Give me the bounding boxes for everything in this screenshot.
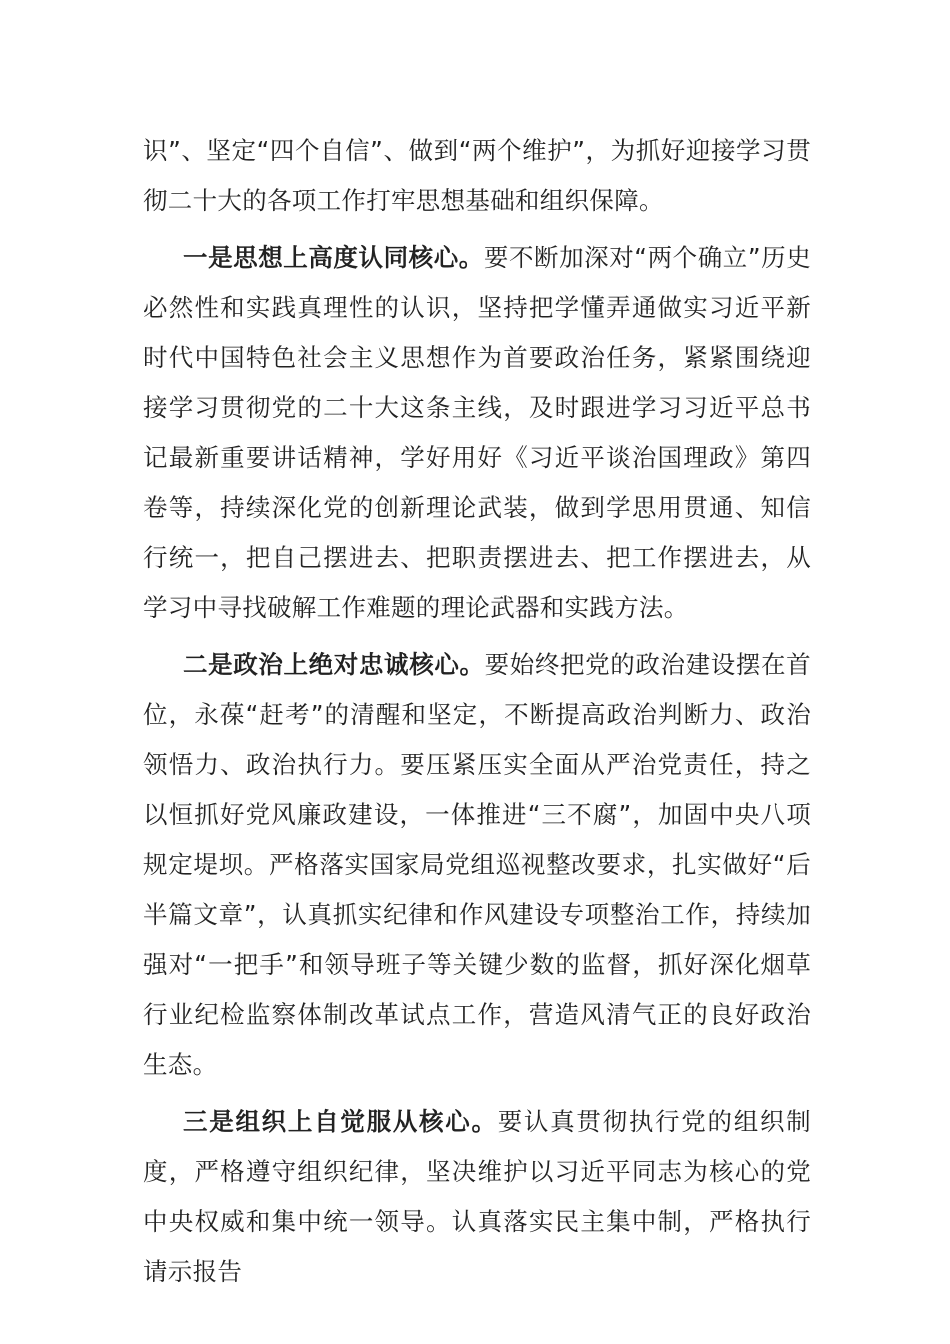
paragraph-text: 要认真贯彻执行党的组织制度，严格遵守组织纪律，坚决维护以习近平同志为核心的党中央权威和集中统一领导。认真落实民主集中制，严格执行请示报告: [143, 1107, 811, 1286]
paragraph-lead: 一是思想上高度认同核心。: [183, 243, 484, 272]
paragraph-text: 要不断加深对“两个确立”历史必然性和实践真理性的认识，坚持把学懂弄通做实习近平新时代中国特色社会主义思想作为首要政治任务，紧紧围绕迎接学习贯彻党的二十大这条主线，及时跟进学习习近平总书记最新重要讲话精神，学好用好《习近平谈治国理政》第四卷等，持续深化党的创新理论武装，做到学思用贯通、知信行统一，把自己摆进去、把职责摆进去、把工作摆进去，从学习中寻找破解工作难题的理论武器和实践方法。: [143, 243, 811, 622]
paragraph-text: 识”、坚定“四个自信”、做到“两个维护”，为抓好迎接学习贯彻二十大的各项工作打牢思想基础和组织保障。: [143, 136, 811, 215]
paragraph-politics: [143, 640, 811, 1090]
paragraph-text: 要始终把党的政治建设摆在首位，永葆“赶考”的清醒和坚定，不断提高政治判断力、政治领悟力、政治执行力。要压紧压实全面从严治党责任，持之以恒抓好党风廉政建设，一体推进“三不腐”，加固中央八项规定堤坝。严格落实国家局党组巡视整改要求，扎实做好“后半篇文章”，认真抓实纪律和作风建设专项整治工作，持续加强对“一把手”和领导班子等关键少数的监督，抓好深化烟草行业纪检监察体制改革试点工作，营造风清气正的良好政治生态。: [143, 650, 811, 1079]
document-body: [143, 126, 811, 1297]
paragraph-lead: 三是组织上自觉服从核心。: [183, 1107, 498, 1136]
paragraph-ideology: [143, 233, 811, 633]
paragraph-continuation: [143, 126, 811, 226]
paragraph-organization: [143, 1097, 811, 1297]
paragraph-lead: 二是政治上绝对忠诚核心。: [183, 650, 485, 679]
